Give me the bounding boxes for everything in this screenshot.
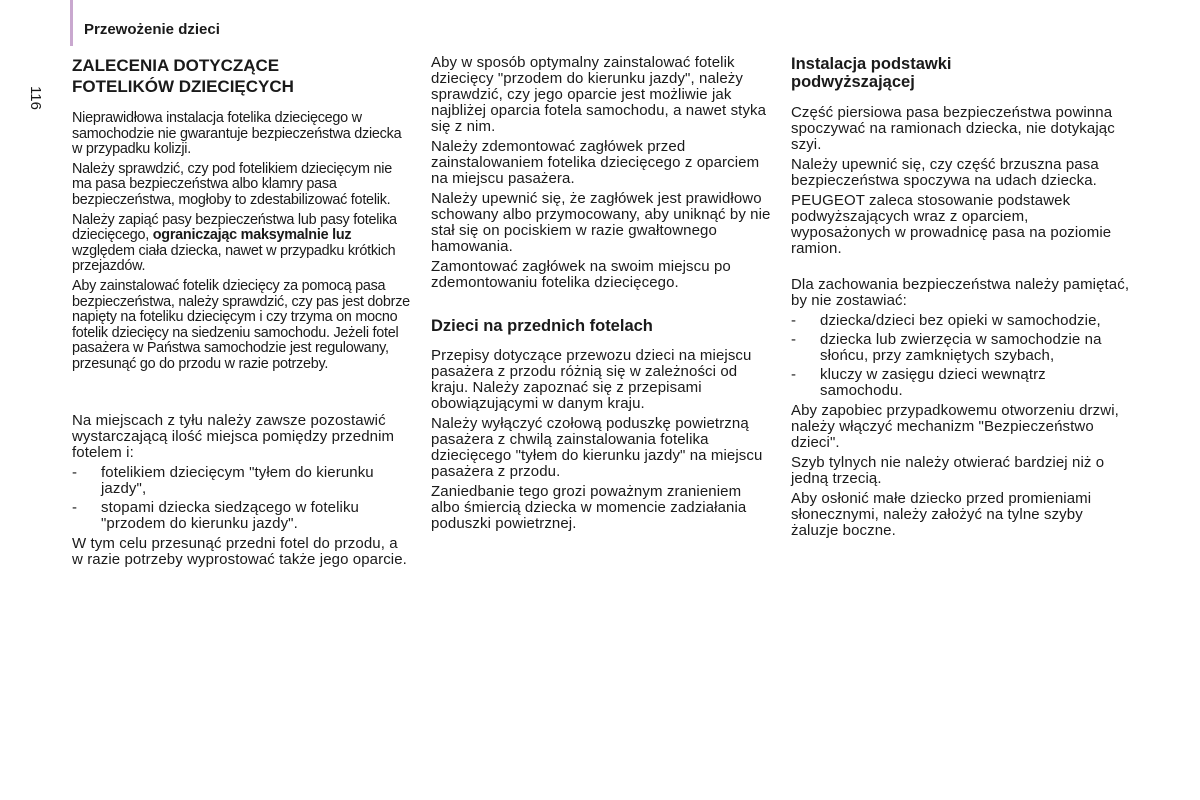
list-item <box>72 500 412 532</box>
paragraph-with-emphasis <box>72 213 412 275</box>
heading-line-1: Instalacja podstawki <box>791 55 952 73</box>
paragraph: Aby osłonić małe dziecko przed promieniami słonecznymi, należy założyć na tylne szyby żaluzje boczne. <box>791 490 1092 539</box>
paragraph: W tym celu przesunąć przedni fotel do przodu, a w razie potrzeby wyprostować także jego oparcie. <box>72 534 407 568</box>
paragraph: Część piersiowa pasa bezpieczeństwa powinna spoczywać na ramionach dziecka, nie dotykając szyi. <box>791 104 1115 153</box>
section-title: Przewożenie dzieci <box>84 21 220 38</box>
paragraph: Aby w sposób optymalny zainstalować fotelik dziecięcy "przodem do kierunku jazdy", należy sprawdzić, czy jego oparcie jest możliwie jak najbliżej oparcia fotela samochodu, a nawet styka się z nim. <box>431 54 767 135</box>
dash-bullet: - <box>72 463 78 481</box>
text: względem ciała dziecka, nawet w przypadku krótkich przejazdów. <box>72 242 396 275</box>
emphasis-text: ograniczając maksymalnie luz <box>152 227 352 244</box>
list-item <box>72 465 412 497</box>
section-marker-bar <box>70 0 73 46</box>
paragraph: Na miejscach z tyłu należy zawsze pozostawić wystarczającą ilość miejsca pomiędzy przednim fotelem i: <box>72 411 395 461</box>
space-requirement-list <box>72 465 412 532</box>
dash-bullet: - <box>791 366 797 383</box>
dash-bullet: - <box>791 312 797 329</box>
paragraph: Przepisy dotyczące przewozu dzieci na miejscu pasażera z przodu różnią się w zależności od kraju. Należy zapoznać się z przepisami obowiązującymi w danym kraju. <box>431 347 752 412</box>
heading-booster-seat <box>791 55 1131 91</box>
list-item-text: fotelikiem dziecięcym "tyłem do kierunku jazdy", <box>101 463 374 497</box>
list-item <box>791 313 1131 329</box>
paragraph: Należy zdemontować zagłówek przed zainstalowaniem fotelika dziecięcego z oparciem na miejscu pasażera. <box>431 138 760 187</box>
column-middle <box>431 55 771 536</box>
list-item-text: kluczy w zasięgu dzieci wewnątrz samochodu. <box>820 366 1046 399</box>
list-item <box>791 332 1131 364</box>
paragraph: Należy upewnić się, że zagłówek jest prawidłowo schowany albo przymocowany, aby uniknąć by nie stał się on pociskiem w razie gwałtownego hamowania. <box>431 190 771 255</box>
heading-child-seat-recommendations <box>72 55 412 97</box>
paragraph: Szyb tylnych nie należy otwierać bardziej niż o jedną trzecią. <box>791 454 1105 487</box>
list-item-text: stopami dziecka siedzącego w foteliku "przodem do kierunku jazdy". <box>101 498 359 532</box>
paragraph: Należy wyłączyć czołową poduszkę powietrzną pasażera z chwilą zainstalowania fotelika dziecięcego "tyłem do kierunku jazdy" na miejscu pasażera z przodu. <box>431 415 763 480</box>
paragraph: Nieprawidłowa instalacja fotelika dziecięcego w samochodzie nie gwarantuje bezpieczeństwa dziecka w przypadku kolizji. <box>72 110 402 158</box>
heading-line-2: podwyższającej <box>791 73 915 91</box>
paragraph: Należy sprawdzić, czy pod fotelikiem dziecięcym nie ma pasa bezpieczeństwa albo klamry pasa bezpieczeństwa, mogłoby to zdestabilizować fotelik. <box>72 160 392 208</box>
paragraph: PEUGEOT zaleca stosowanie podstawek podwyższających wraz z oparciem, wyposażonych w prowadnicę pasa na poziomie ramion. <box>791 192 1112 257</box>
list-item <box>791 367 1131 399</box>
paragraph: Dla zachowania bezpieczeństwa należy pamiętać, by nie zostawiać: <box>791 276 1130 309</box>
heading-line-1: ZALECENIA DOTYCZĄCE <box>72 56 280 75</box>
column-right <box>791 55 1131 543</box>
dash-bullet: - <box>791 331 797 348</box>
dash-bullet: - <box>72 498 78 516</box>
list-item-text: dziecka/dzieci bez opieki w samochodzie, <box>820 312 1101 329</box>
text: Należy zapiąć pasy bezpieczeństwa lub pasy fotelika dziecięcego, <box>72 211 397 244</box>
paragraph: Aby zapobiec przypadkowemu otworzeniu drzwi, należy włączyć mechanizm "Bezpieczeństwo dzieci". <box>791 402 1119 451</box>
page-number: 116 <box>27 86 44 110</box>
paragraph: Zamontować zagłówek na swoim miejscu po zdemontowaniu fotelika dziecięcego. <box>431 258 731 291</box>
column-left <box>72 52 412 572</box>
paragraph: Aby zainstalować fotelik dziecięcy za pomocą pasa bezpieczeństwa, należy sprawdzić, czy pas jest dobrze napięty na foteliku dziecięcym i czy trzyma on mocno fotelik dziecięcy na siedzeniu samochodu. Jeżeli fotel pasażera w Państwa samochodzie jest regulowany, przesunąć go do przodu w razie potrzeby. <box>72 277 410 372</box>
list-item-text: dziecka lub zwierzęcia w samochodzie na słońcu, przy zamkniętych szybach, <box>820 331 1102 364</box>
do-not-leave-list <box>791 313 1131 399</box>
heading-front-seats: Dzieci na przednich fotelach <box>431 317 653 335</box>
heading-line-2: FOTELIKÓW DZIECIĘCYCH <box>72 77 294 96</box>
paragraph: Zaniedbanie tego grozi poważnym zranieniem albo śmiercią dziecka w momencie zadziałania poduszki powietrznej. <box>431 483 747 532</box>
paragraph: Należy upewnić się, czy część brzuszna pasa bezpieczeństwa spoczywa na udach dziecka. <box>791 156 1099 189</box>
